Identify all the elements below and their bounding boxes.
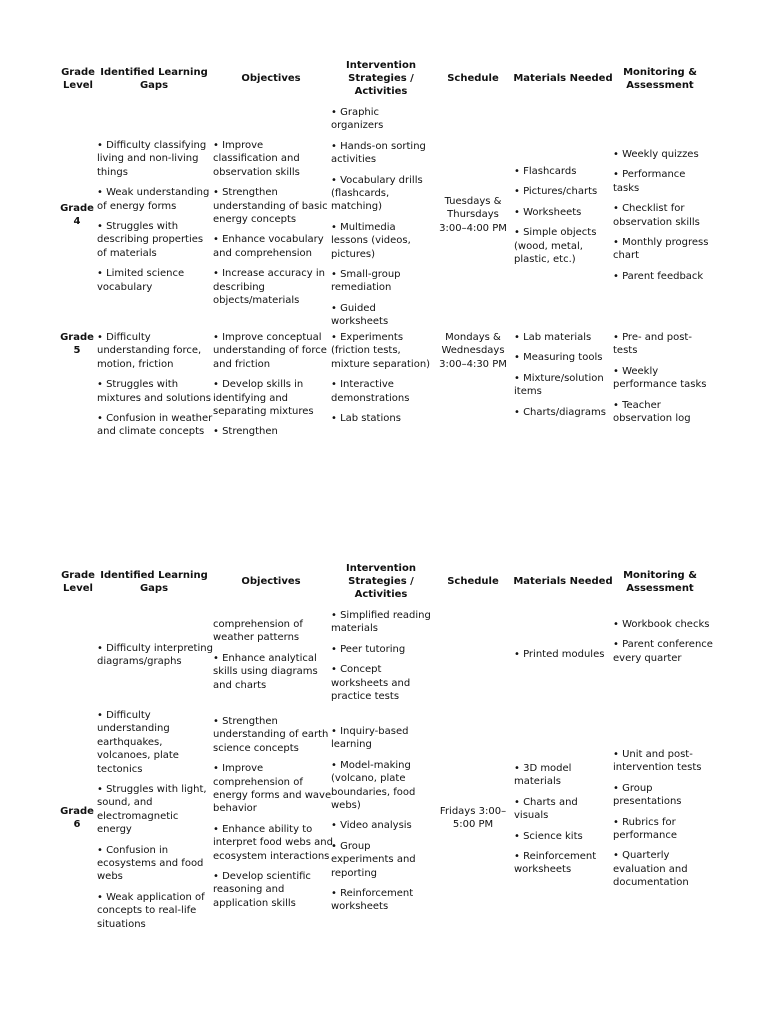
list-item: • Confusion in weather and climate concepts (97, 413, 213, 438)
list-item: • Weak application of concepts to real-life situations (97, 891, 205, 930)
list-item: • Model-making (volcano, plate boundaries, food webs) (331, 759, 416, 812)
list-item: • Reinforcement worksheets (514, 851, 597, 876)
list-item: • Confusion in ecosystems and food webs (97, 844, 204, 883)
list-item: • Graphic organizers (331, 107, 384, 132)
grade-6-schedule: Fridays 3:00–5:00 PM (439, 806, 507, 831)
header-grade-level: Grade Level (61, 570, 95, 594)
grade-5-schedule: Mondays & Wednesdays 3:00–4:30 PM (439, 332, 507, 370)
list-item: • Measuring tools (514, 352, 603, 364)
header-learning-gaps: Identified Learning Gaps (100, 570, 208, 594)
grade-4-learning-gaps (97, 139, 213, 301)
grade-6-monitoring (613, 748, 713, 897)
grade-4-monitoring (613, 148, 713, 290)
list-item: • Mixture/solution items (514, 372, 604, 398)
list-item: • Checklist for observation skills (613, 203, 700, 228)
list-item: • Simplified reading materials (331, 610, 431, 635)
header-materials-needed: Materials Needed (513, 73, 613, 84)
list-item: • Reinforcement worksheets (331, 888, 414, 913)
header-monitoring-assessment: Monitoring & Assessment (623, 67, 697, 91)
grade-4-label: Grade 4 (60, 203, 94, 228)
list-item: • Struggles with describing properties of materials (97, 221, 204, 259)
list-item: • Enhance ability to interpret food webs and ecosystem interactions (213, 823, 333, 862)
list-item: • Improve classification and observation skills (213, 140, 300, 178)
list-item: comprehension of weather patterns (213, 619, 303, 644)
list-item: • Improve conceptual understanding of force and friction (213, 332, 327, 370)
list-item: • Pre- and post-tests (613, 332, 692, 357)
grade-5-cont-strategies (331, 609, 431, 710)
grade-5-cont-materials (514, 648, 612, 668)
grade-5-cont-monitoring (613, 618, 713, 672)
list-item: • Parent feedback (613, 270, 704, 282)
header-monitoring-assessment: Monitoring & Assessment (623, 570, 697, 594)
list-item: • Worksheets (514, 206, 582, 218)
header-intervention-strategies: Intervention Strategies / Activities (346, 563, 416, 600)
list-item: • Unit and post-intervention tests (613, 749, 702, 774)
grade-5-cont-learning-gaps (97, 642, 213, 676)
grade-6-objectives (213, 715, 333, 917)
grade-5-label: Grade 5 (60, 332, 94, 357)
header-objectives: Objectives (241, 576, 301, 587)
list-item: • Pictures/charts (514, 186, 598, 198)
grade-5-cont-objectives (213, 618, 331, 699)
list-item: • Difficulty understanding earthquakes, volcanoes, plate tectonics (97, 710, 179, 775)
grade-4-materials (514, 165, 612, 273)
list-item: • Group presentations (613, 782, 682, 808)
list-item: • Printed modules (514, 649, 605, 660)
grade-5-monitoring (613, 331, 713, 432)
list-item: • Video analysis (331, 820, 412, 832)
list-item: • Difficulty interpreting diagrams/graphs (97, 643, 213, 668)
list-item: • Quarterly evaluation and documentation (613, 850, 689, 889)
list-item: • Enhance vocabulary and comprehension (213, 234, 324, 259)
header-objectives: Objectives (241, 73, 301, 84)
list-item: • Rubrics for performance (613, 816, 678, 842)
grade-5-strategies (331, 331, 431, 432)
list-item: • Inquiry-based learning (331, 726, 409, 751)
list-item: • Struggles with mixtures and solutions (97, 379, 211, 404)
list-item: • Improve comprehension of energy forms and wave behavior (213, 763, 332, 815)
list-item: • Strengthen understanding of earth science concepts (213, 716, 329, 754)
grade-4-objectives (213, 139, 331, 314)
header-materials-needed: Materials Needed (513, 576, 613, 587)
list-item: • Struggles with light, sound, and electromagnetic energy (97, 784, 207, 836)
list-item: • Weekly quizzes (613, 149, 699, 160)
list-item: • 3D model materials (514, 763, 572, 788)
list-item: • Develop skills in identifying and separating mixtures (213, 379, 314, 418)
grade-4-strategies (331, 106, 431, 336)
list-item: • Simple objects (wood, metal, plastic, etc.) (514, 227, 597, 266)
list-item: • Lab stations (331, 413, 401, 425)
list-item: • Develop scientific reasoning and application skills (213, 871, 311, 909)
list-item: • Concept worksheets and practice tests (331, 664, 411, 703)
list-item: • Difficulty understanding force, motion, friction (97, 332, 202, 370)
list-item: • Enhance analytical skills using diagrams and charts (213, 652, 318, 691)
grade-6-label: Grade 6 (60, 806, 94, 831)
grade-6-strategies (331, 725, 431, 921)
list-item: • Guided worksheets (331, 302, 389, 328)
list-item: • Strengthen understanding of basic energy concepts (213, 187, 328, 226)
header-schedule: Schedule (447, 73, 499, 84)
list-item: • Lab materials (514, 332, 592, 343)
list-item: • Small-group remediation (331, 269, 401, 294)
list-item: • Flashcards (514, 166, 577, 177)
grade-4-schedule: Tuesdays & Thursdays 3:00–4:00 PM (439, 196, 507, 234)
grade-5-materials (514, 331, 612, 426)
list-item: • Charts and visuals (514, 796, 578, 822)
header-learning-gaps: Identified Learning Gaps (100, 67, 208, 91)
list-item: • Strengthen (213, 426, 278, 438)
header-schedule: Schedule (447, 576, 499, 587)
list-item: • Workbook checks (613, 619, 710, 630)
list-item: • Experiments (friction tests, mixture separation) (331, 332, 431, 370)
list-item: • Vocabulary drills (flashcards, matching) (331, 174, 423, 213)
list-item: • Weak understanding of energy forms (97, 187, 210, 212)
list-item: • Weekly performance tasks (613, 365, 707, 391)
grade-6-learning-gaps (97, 709, 213, 938)
list-item: • Limited science vocabulary (97, 268, 185, 293)
list-item: • Multimedia lessons (videos, pictures) (331, 221, 411, 260)
list-item: • Performance tasks (613, 169, 686, 194)
list-item: • Teacher observation log (613, 399, 691, 425)
header-intervention-strategies: Intervention Strategies / Activities (346, 60, 416, 97)
header-grade-level: Grade Level (61, 67, 95, 91)
list-item: • Monthly progress chart (613, 237, 709, 262)
list-item: • Peer tutoring (331, 643, 406, 655)
list-item: • Science kits (514, 830, 583, 842)
list-item: • Charts/diagrams (514, 406, 606, 418)
list-item: • Parent conference every quarter (613, 639, 713, 664)
list-item: • Group experiments and reporting (331, 840, 416, 879)
grade-5-objectives (213, 331, 331, 446)
grade-5-learning-gaps (97, 331, 213, 446)
list-item: • Increase accuracy in describing objects/materials (213, 268, 325, 307)
list-item: • Hands-on sorting activities (331, 140, 426, 166)
list-item: • Difficulty classifying living and non-living things (97, 140, 207, 178)
list-item: • Interactive demonstrations (331, 379, 410, 404)
grade-6-materials (514, 762, 612, 884)
